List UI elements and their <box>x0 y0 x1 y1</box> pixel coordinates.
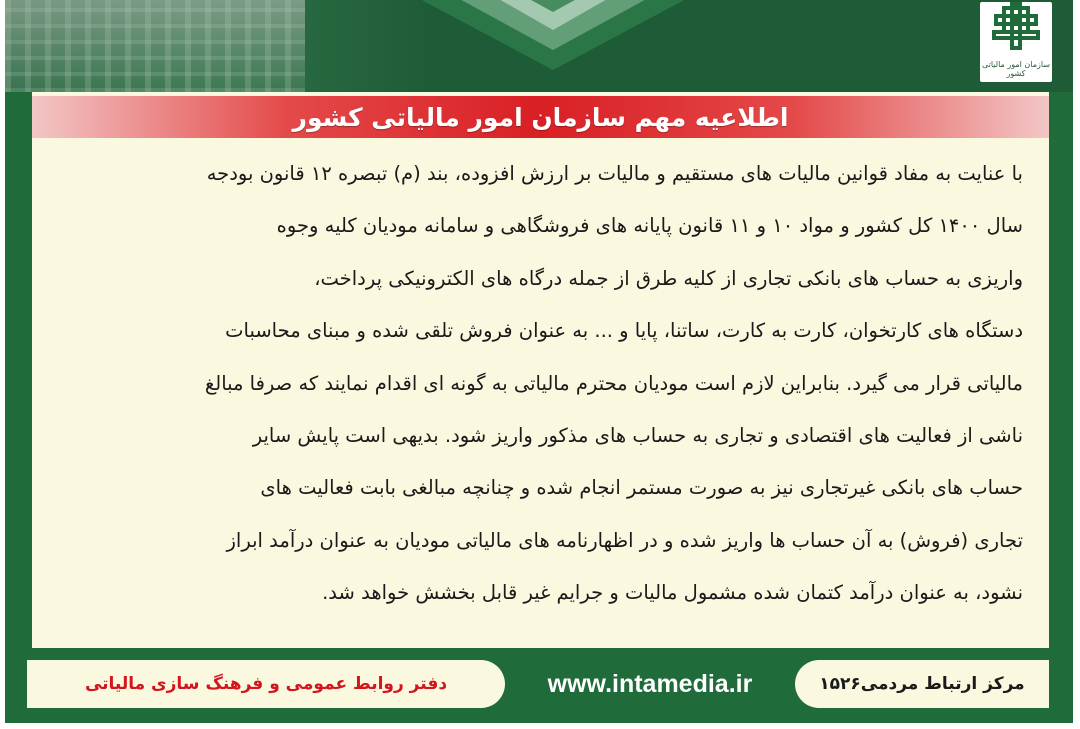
office-name: دفتر روابط عمومی و فرهنگ سازی مالیاتی <box>84 674 448 694</box>
notice-body: با عنایت به مفاد قوانین مالیات های مستقیم و مالیات بر ارزش افزوده، بند (م) تبصره ۱۲ قانون بودجه سال ۱۴۰۰ کل کشور و مواد ۱۰ و ۱۱ قانون پایانه های فروشگاهی و سامانه مودیان کلیه وجوه واریزی به حساب های بانکی تجاری از کلیه طرق از جمله درگاه های الکترونیکی پرداخت، دستگاه های کارتخوان، کارت به کارت، ساتنا، پایا و ... به عنوان فروش تلقی شده و مبنای محاسبات مالیاتی قرار می گیرد. بنابراین لازم است مودیان محترم مالیاتی به گونه ای اقدام نمایند که صرفا مبالغ ناشی از فعالیت های اقتصادی و تجاری به حساب های مذکور واریز شود. بدیهی است پایش سایر حساب های بانکی غیرتجاری نیز به صورت مستمر انجام شده و چنانچه مبالغی بابت فعالیت های تجاری (فروش) به آن حساب ها واریز شده و در اظهارنامه های مالیاتی مودیان به عنوان درآمد ابراز نشود، به عنوان درآمد کتمان شده مشمول مالیات و جرایم غیر قابل بخشش خواهد شد. <box>204 162 1023 605</box>
contact-center: مرکز ارتباط مردمی۱۵۲۶ <box>819 674 1025 694</box>
notice-title: اطلاعیه مهم سازمان امور مالیاتی کشور <box>292 102 789 132</box>
logo-caption: سازمان امور مالیاتی کشور <box>981 60 1051 78</box>
footer-office-box <box>27 660 505 708</box>
notice-frame <box>5 0 1073 723</box>
tax-organization-logo-icon <box>980 2 1052 60</box>
footer-contact-box <box>795 660 1049 708</box>
website-link[interactable]: www.intamedia.ir <box>547 669 753 698</box>
title-bar <box>32 96 1049 138</box>
header-buildings-photo <box>5 0 305 92</box>
islamic-ornament-icon <box>403 0 703 70</box>
